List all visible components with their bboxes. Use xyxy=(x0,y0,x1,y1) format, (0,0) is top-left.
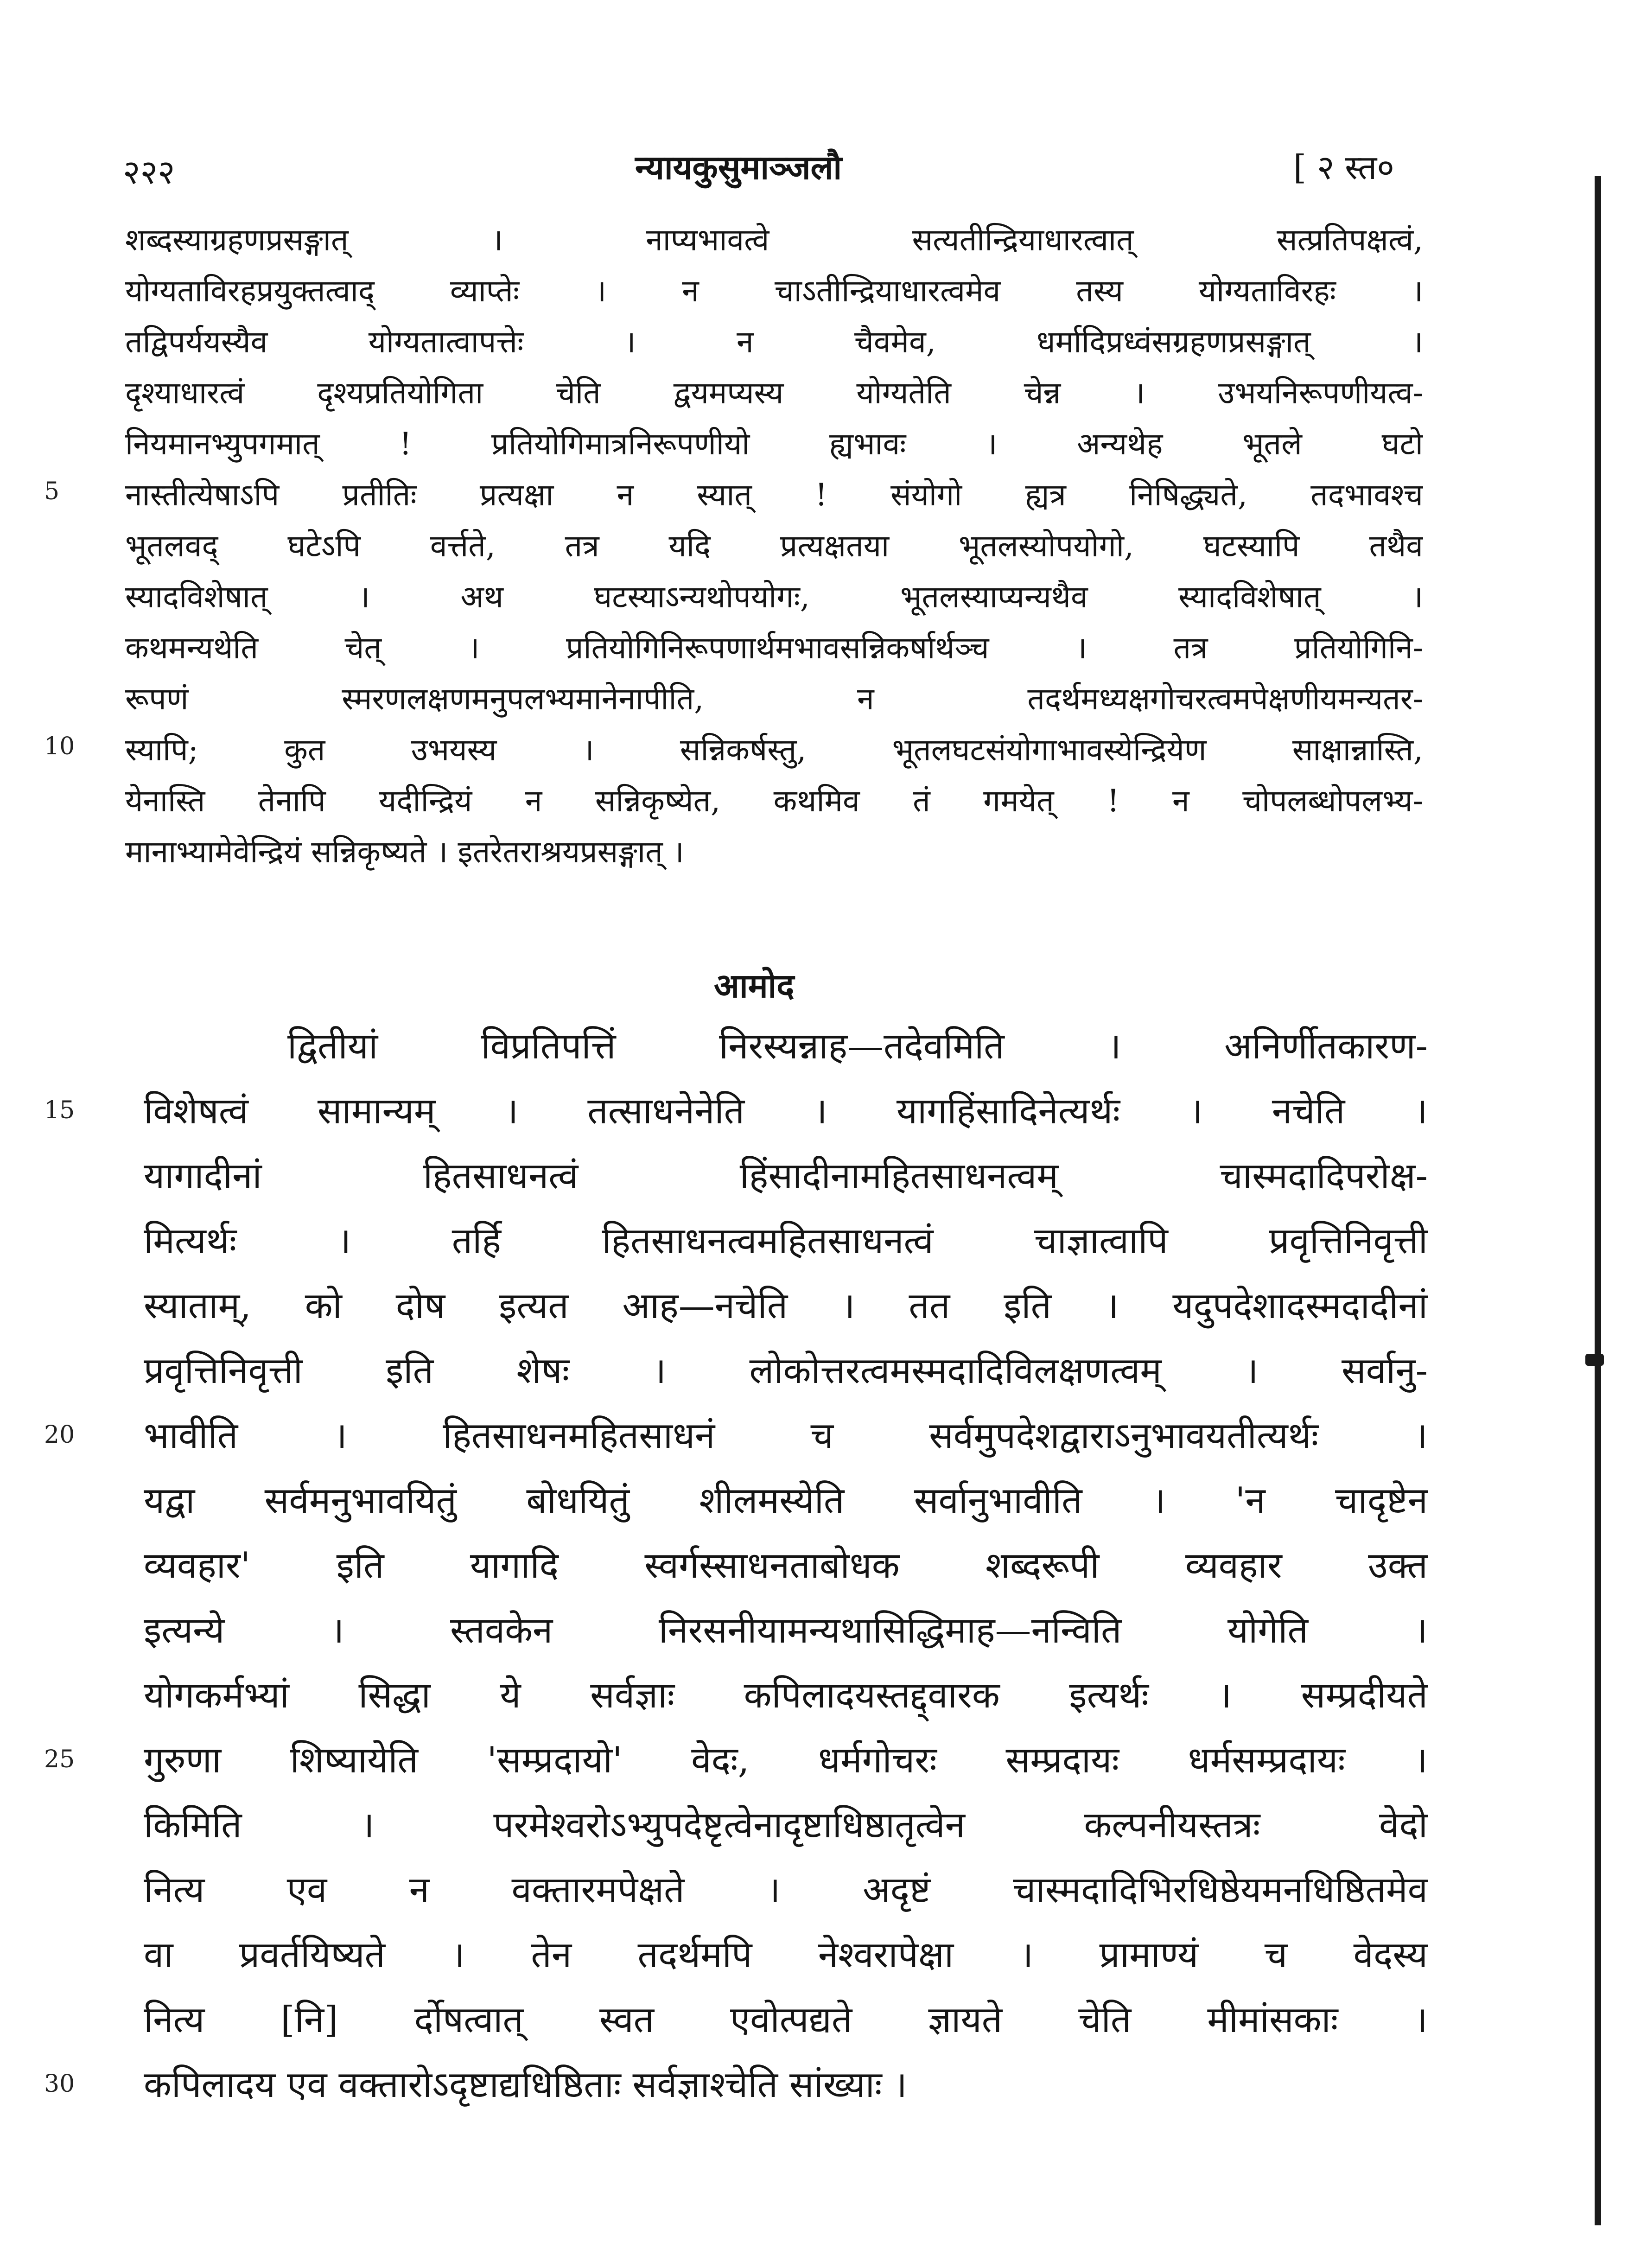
page-header xyxy=(0,139,1628,190)
text-line: स्यादविशेषात् । अथ घटस्याऽन्यथोपयोगः, भूतलस्याप्यन्यथैव स्यादविशेषात् । xyxy=(125,579,1423,615)
text-line: येनास्ति तेनापि यदीन्द्रियं न सन्निकृष्येत, कथमिव तं गमयेत् ! न चोपलब्धोपलभ्य- xyxy=(125,783,1423,819)
line-number: 30 xyxy=(44,2070,75,2098)
text-line: तद्विपर्ययस्यैव योग्यतात्वापत्तेः । न चैवमेव, धर्मादिप्रध्वंसग्रहणप्रसङ्गात् । xyxy=(125,324,1423,360)
line-number: 15 xyxy=(44,1096,75,1124)
commentary-line: व्यवहार' इति यागादि स्वर्गस्साधनताबोधक शब्दरूपी व्यवहार उक्त xyxy=(144,1545,1428,1586)
text-line: योग्यताविरहप्रयुक्तत्वाद् व्याप्तेः । न चाऽतीन्द्रियाधारत्वमेव तस्य योग्यताविरहः । xyxy=(125,273,1423,309)
commentary-line: द्वितीयां विप्रतिपत्तिं निरस्यन्नाह—तदेवमिति । अनिर्णीतकारण- xyxy=(287,1026,1428,1067)
text-line: भूतलवद् घटेऽपि वर्त्तते, तत्र यदि प्रत्यक्षतया भूतलस्योपयोगो, घटस्यापि तथैव xyxy=(125,528,1423,564)
running-title: न्यायकुसुमाञ्जलौ xyxy=(635,147,842,187)
line-number: 5 xyxy=(44,478,60,505)
line-number: 10 xyxy=(44,733,75,760)
commentary-line: किमिति । परमेश्वरोऽभ्युपदेष्टृत्वेनादृष्टाधिष्ठातृत्वेन कल्पनीयस्तत्रः वेदो xyxy=(144,1804,1428,1846)
line-number: 25 xyxy=(44,1746,75,1773)
commentary-line: प्रवृत्तिनिवृत्ती इति शेषः । लोकोत्तरत्वमस्मदादिविलक्षणत्वम् । सर्वानु- xyxy=(144,1350,1428,1392)
commentary-line: यद्वा सर्वमनुभावयितुं बोधयितुं शीलमस्येति सर्वानुभावीति । 'न चादृष्टेन xyxy=(144,1480,1428,1522)
text-line: दृश्याधारत्वं दृश्यप्रतियोगिता चेति द्वयमप्यस्य योग्यतेति चेन्न । उभयनिरूपणीयत्व- xyxy=(125,375,1423,411)
commentary-line: गुरुणा शिष्यायेति 'सम्प्रदायो' वेदः, धर्मगोचरः सम्प्रदायः धर्मसम्प्रदायः । xyxy=(144,1739,1428,1781)
commentary-line: योगकर्मभ्यां सिद्धा ये सर्वज्ञाः कपिलादयस्तद्द्वारक इत्यर्थः । सम्प्रदीयते xyxy=(144,1675,1428,1716)
commentary-line: इत्यन्ये । स्तवकेन निरसनीयामन्यथासिद्धिमाह—नन्विति योगेति । xyxy=(144,1610,1428,1651)
commentary-line: भावीति । हितसाधनमहितसाधनं च सर्वमुपदेशद्वाराऽनुभावयतीत्यर्थः । xyxy=(144,1415,1428,1457)
text-line: शब्दस्याग्रहणप्रसङ्गात् । नाप्यभावत्वे सत्यतीन्द्रियाधारत्वात् सत्प्रतिपक्षत्वं, xyxy=(125,222,1423,258)
text-line: मानाभ्यामेवेन्द्रियं सन्निकृष्यते । इतरेतराश्रयप्रसङ्गात् । xyxy=(125,834,684,870)
section-mark: [ २ स्त० xyxy=(1293,148,1394,187)
commentary-line: यागादीनां हितसाधनत्वं हिंसादीनामहितसाधनत्वम् चास्मदादिपरोक्ष- xyxy=(144,1155,1428,1197)
commentary-line: विशेषत्वं सामान्यम् । तत्साधनेनेति । यागहिंसादिनेत्यर्थः । नचेति । xyxy=(144,1090,1428,1132)
text-line: रूपणं स्मरणलक्षणमनुपलभ्यमानेनापीति, न तदर्थमध्यक्षगोचरत्वमपेक्षणीयमन्यतर- xyxy=(125,681,1423,717)
commentary-line: नित्य [नि] र्दोषत्वात् स्वत एवोत्पद्यते ज्ञायते चेति मीमांसकाः । xyxy=(144,1999,1428,2041)
text-line: नियमानभ्युपगमात् ! प्रतियोगिमात्रनिरूपणीयो ह्यभावः । अन्यथेह भूतले घटो xyxy=(125,426,1423,462)
text-line: स्यापि; कुत उभयस्य । सन्निकर्षस्तु, भूतलघटसंयोगाभावस्येन्द्रियेण साक्षान्नास्ति, xyxy=(125,732,1423,768)
commentary-line: वा प्रवर्तयिष्यते । तेन तदर्थमपि नेश्वरापेक्षा । प्रामाण्यं च वेदस्य xyxy=(144,1934,1428,1976)
commentary-line: स्याताम्, को दोष इत्यत आह—नचेति । तत इति । यदुपदेशादस्मदादीनां xyxy=(144,1285,1428,1327)
commentary-heading: आमोद xyxy=(714,966,795,1005)
text-line: कथमन्यथेति चेत् । प्रतियोगिनिरूपणार्थमभावसन्निकर्षार्थञ्च । तत्र प्रतियोगिनि- xyxy=(125,630,1423,666)
binding-notch xyxy=(1585,1354,1604,1366)
binding-edge xyxy=(1595,176,1601,2225)
commentary-line: नित्य एव न वक्तारमपेक्षते । अदृष्टं चास्मदादिभिरधिष्ठेयमनधिष्ठितमेव xyxy=(144,1869,1428,1911)
text-line: नास्तीत्येषाऽपि प्रतीतिः प्रत्यक्षा न स्यात् ! संयोगो ह्यत्र निषिद्ध्यते, तदभावश्च xyxy=(125,477,1423,513)
page-number: २२२ xyxy=(123,153,175,191)
commentary-line: मित्यर्थः । तर्हि हितसाधनत्वमहितसाधनत्वं चाज्ञात्वापि प्रवृत्तिनिवृत्ती xyxy=(144,1220,1428,1262)
commentary-line: कपिलादय एव वक्तारोऽदृष्टाद्यधिष्ठिताः सर्वज्ञाश्चेति सांख्याः । xyxy=(144,2064,907,2106)
line-number: 20 xyxy=(44,1421,75,1449)
